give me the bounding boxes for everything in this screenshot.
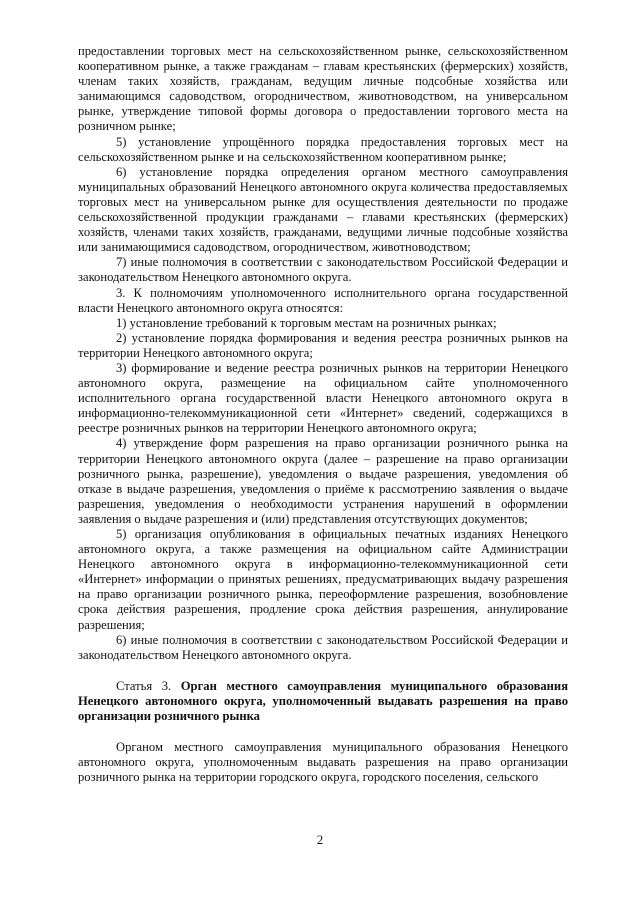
paragraph: Органом местного самоуправления муниципального образования Ненецкого автономного округа, уполномоченным выдавать разрешения на право организации розничного рынка на территории городского округа, городского поселения, сельского — [78, 740, 568, 785]
paragraph: предоставлении торговых мест на сельскохозяйственном рынке, сельскохозяйственном кооперативном рынке, а также гражданам – главам крестьянских (фермерских) хозяйств, членам таких хозяйств, гражданам, ведущим личные подсобные хозяйства или занимающимся садоводством, огородничеством, животноводством, на универсальном рынке, утверждение типовой формы договора о предоставлении торгового места на розничном рынке; — [78, 44, 568, 134]
page-number: 2 — [316, 832, 324, 847]
paragraph: 6) иные полномочия в соответствии с законодательством Российской Федерации и законодательством Ненецкого автономного округа. — [78, 632, 568, 662]
paragraph: 2) установление порядка формирования и ведения реестра розничных рынков на территории Ненецкого автономного округа; — [78, 330, 568, 360]
article-label: Статья 3. — [116, 678, 181, 693]
paragraph: 4) утверждение форм разрешения на право организации розничного рынка на территории Ненецкого автономного округа (далее – разрешение на право организации розничного рынка, разрешение), уведомления о выдаче разрешения, уведомления об отказе в выдаче разрешения, уведомления о приёме к рассмотрению заявления о выдаче разрешения, уведомления о необходимости устранения нарушений в оформлении заявления о выдаче разрешения и (или) представления отсутствующих документов; — [78, 436, 568, 526]
paragraph: 5) организация опубликования в официальных печатных изданиях Ненецкого автономного округа, а также размещения на официальном сайте Администрации Ненецкого автономного округа в информационно-телекоммуникационной сети «Интернет» информации о принятых решениях, предусматривающих выдачу разрешения на право организации розничного рынка, переоформление разрешения, возобновление срока действия разрешения, продление срока действия разрешения, аннулирование разрешения; — [78, 527, 568, 632]
paragraph-list — [78, 44, 568, 663]
paragraph: 7) иные полномочия в соответствии с законодательством Российской Федерации и законодательством Ненецкого автономного округа. — [78, 255, 568, 285]
paragraph: 3. К полномочиям уполномоченного исполнительного органа государственной власти Ненецкого автономного округа относятся: — [78, 285, 568, 315]
article-heading — [78, 679, 568, 724]
paragraph: 1) установление требований к торговым местам на розничных рынках; — [116, 315, 497, 330]
paragraph: 5) установление упрощённого порядка предоставления торговых мест на сельскохозяйственном рынке и на сельскохозяйственном кооперативном рынке; — [78, 134, 568, 164]
paragraph: 6) установление порядка определения органом местного самоуправления муниципальных образований Ненецкого автономного округа количества предоставляемых торговых мест на универсальном рынке для осуществления деятельности по продаже сельскохозяйственной продукции гражданами – главами крестьянских (фермерских) хозяйств, членами таких хозяйств, гражданами, ведущими личные подсобные хозяйства или занимающимися садоводством, огородничеством, животноводством; — [78, 164, 568, 255]
article-title: Орган местного самоуправления муниципального образования Ненецкого автономного округа, уполномоченный выдавать разрешения на право организации розничного рынка — [78, 678, 569, 724]
paragraph: 3) формирование и ведение реестра розничных рынков на территории Ненецкого автономного округа, размещение на официальном сайте уполномоченного исполнительного органа государственной власти Ненецкого автономного округа в информационно-телекоммуникационной сети «Интернет» сведений, содержащихся в реестре розничных рынков на территории Ненецкого автономного округа; — [78, 360, 568, 436]
article-body — [78, 740, 568, 785]
document-page — [78, 44, 568, 785]
